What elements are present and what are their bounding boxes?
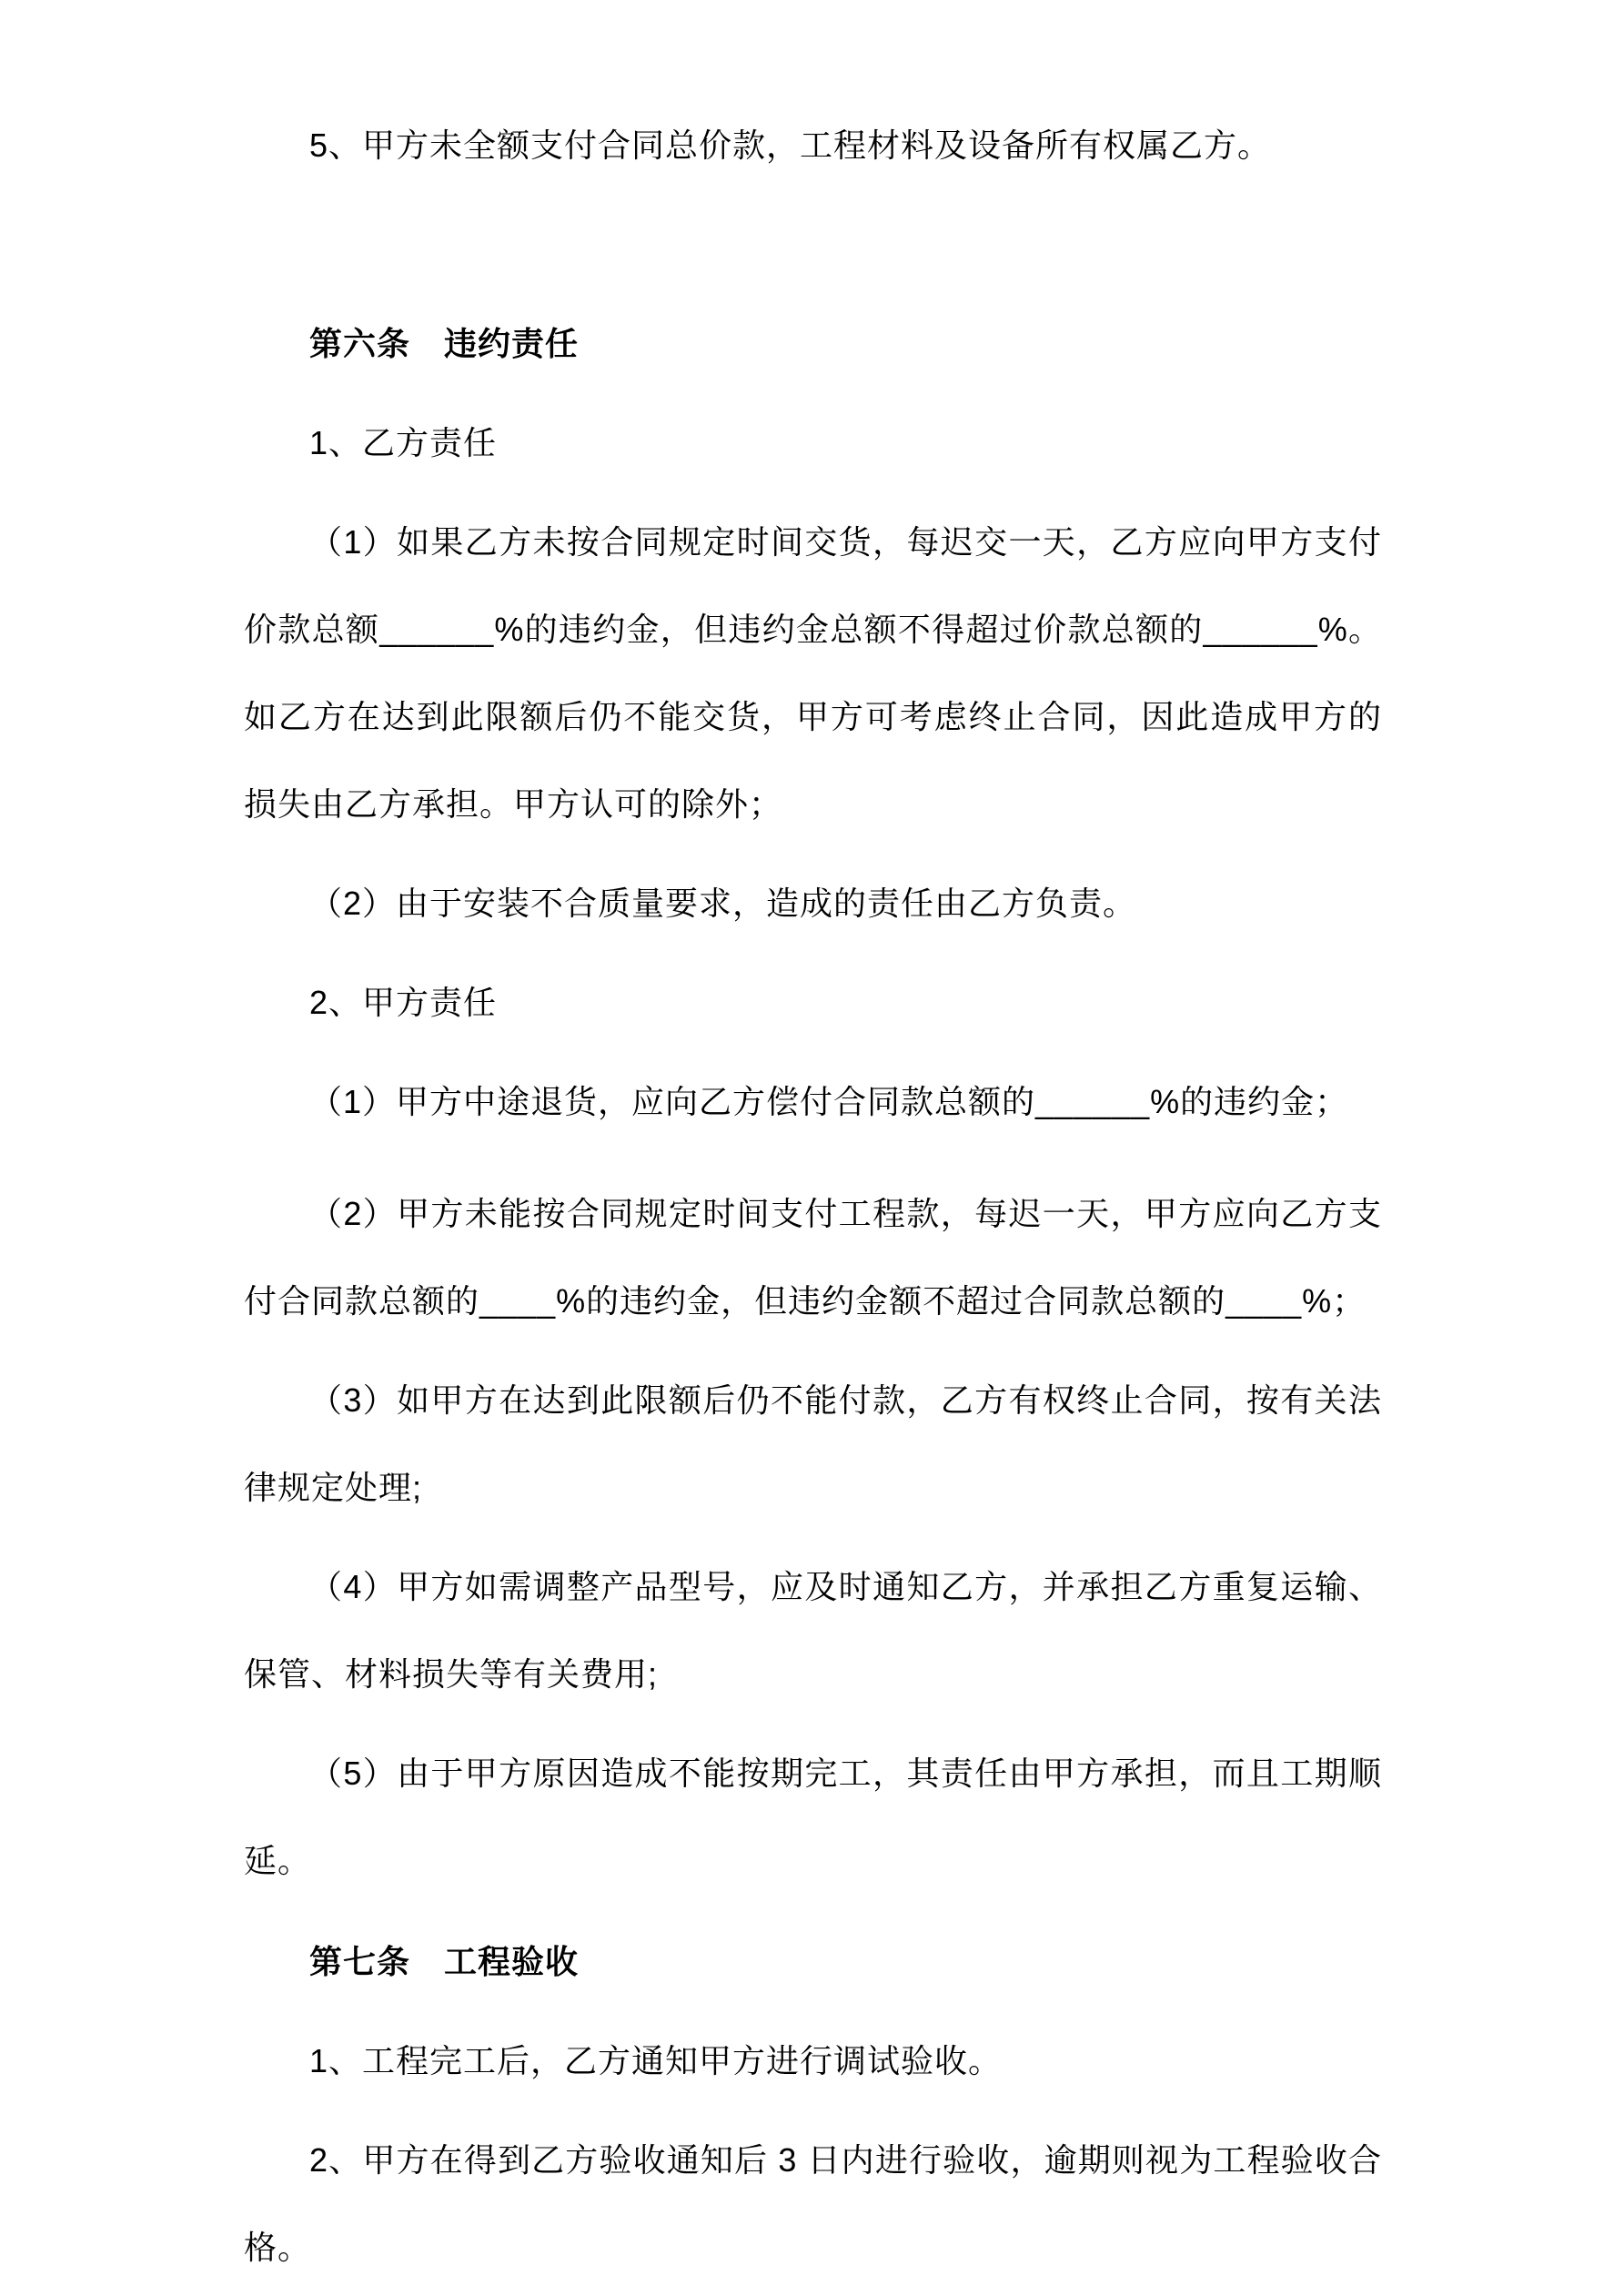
article-7-heading: 第七条 工程验收 (309, 1943, 580, 1980)
party-b-clause-2: （2）由于安装不合质量要求，造成的责任由乙方负责。 (309, 885, 1137, 922)
acceptance-clause-1: 1、工程完工后，乙方通知甲方进行调试验收。 (309, 2042, 1003, 2079)
clause-5-item: 5、甲方未全额支付合同总价款，工程材料及设备所有权属乙方。 (309, 126, 1272, 164)
party-b-liability-title: 1、乙方责任 (309, 424, 498, 461)
party-b-clause-1: （1）如果乙方未按合同规定时间交货，每迟交一天，乙方应向甲方支付价款总额______%的违约金，但违约金总额不得超过价款总额的______%。如乙方在达到此限额后仍不能交货，甲方可考虑终止合同，因此造成甲方的损失由乙方承担。甲方认可的除外； (244, 523, 1382, 823)
party-a-clause-2: （2）甲方未能按合同规定时间支付工程款，每迟一天，甲方应向乙方支付合同款总额的____%的违约金，但违约金额不超过合同款总额的____%； (244, 1195, 1382, 1320)
party-a-liability-title: 2、甲方责任 (309, 984, 498, 1021)
party-a-clause-4: （4）甲方如需调整产品型号，应及时通知乙方，并承担乙方重复运输、保管、材料损失等有关费用; (244, 1568, 1382, 1693)
party-a-clause-5: （5）由于甲方原因造成不能按期完工，其责任由甲方承担，而且工期顺延。 (244, 1755, 1382, 1879)
article-6-heading: 第六条 违约责任 (309, 325, 580, 362)
party-a-clause-3: （3）如甲方在达到此限额后仍不能付款，乙方有权终止合同，按有关法律规定处理; (244, 1381, 1382, 1506)
acceptance-clause-2: 2、甲方在得到乙方验收通知后 3 日内进行验收，逾期则视为工程验收合格。 (244, 2141, 1382, 2266)
party-a-clause-1: （1）甲方中途退货，应向乙方偿付合同款总额的______%的违约金； (309, 1083, 1349, 1120)
